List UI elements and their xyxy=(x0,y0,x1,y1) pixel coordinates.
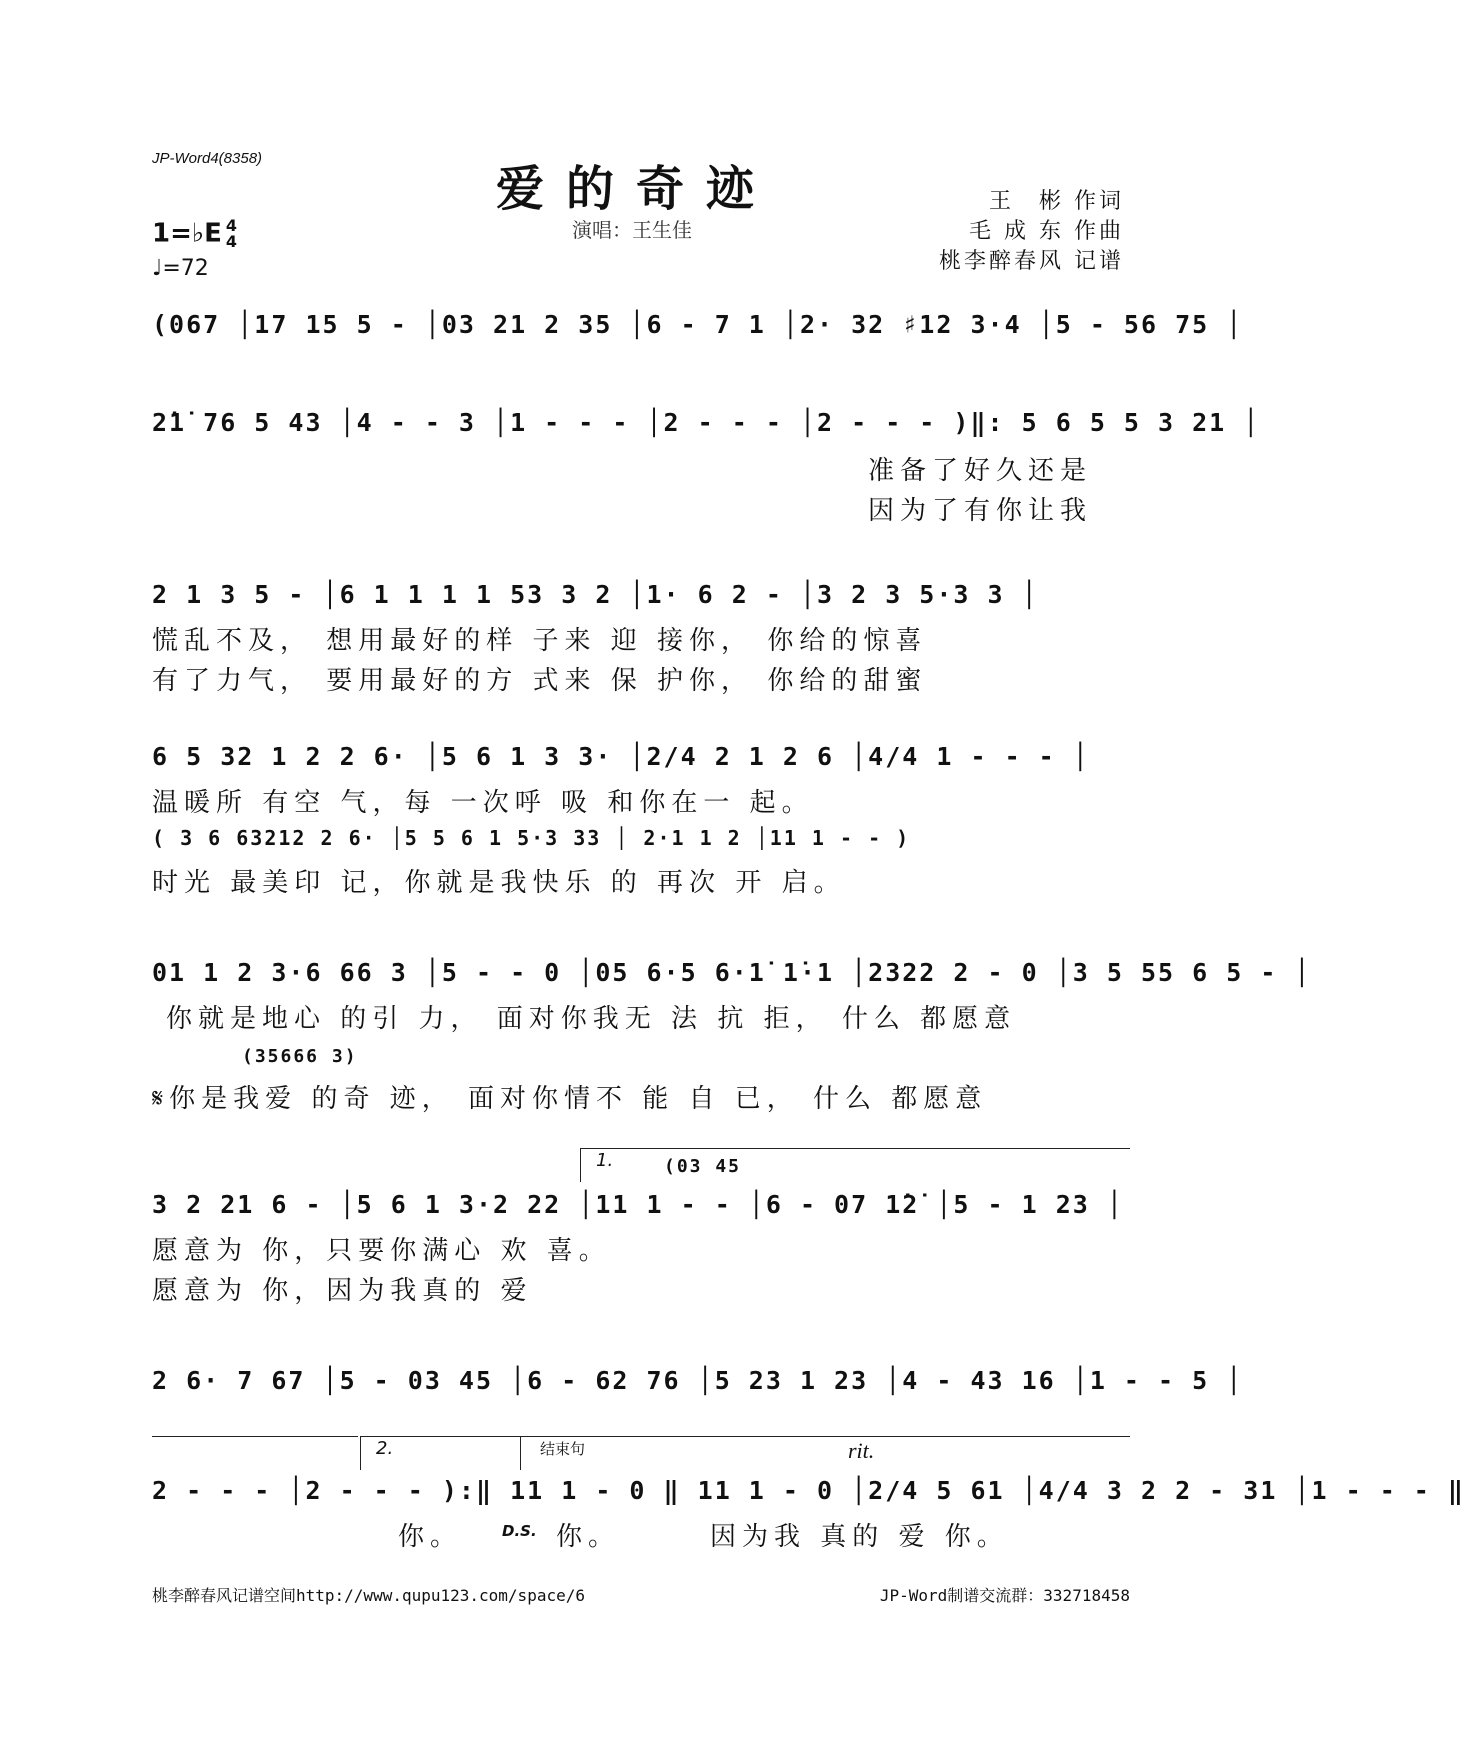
notation-line-1: (067 │17 15 5 - │03 21 2 35 │6 - 7 1 │2· 32 ♯12 3·4 │5 - 56 75 │ xyxy=(152,310,1244,339)
lyric-line-5a: 你就是地心 的引 力， 面对你我无 法 抗 拒， 什么 都愿意 xyxy=(166,1004,1017,1034)
key-signature xyxy=(152,218,237,250)
lyric-line-2a: 准备了好久还是 xyxy=(868,456,1093,486)
footer-right: JP-Word制谱交流群：332718458 xyxy=(879,1586,1130,1605)
notation-line-5: 01 1 2 3·6 66 3 │5 - - 0 │05 6·5 6·1̇ 1̇·1 │2322 2 - 0 │3 5 55 6 5 - │ xyxy=(152,958,1312,987)
lyric-line-8a: 你。 xyxy=(398,1522,463,1552)
notation-line-3: 2 1 3 5 - │6 1 1 1 1 53 3 2 │1· 6 2 - │3 2 3 5·3 3 │ xyxy=(152,580,1039,609)
watermark: JP-Word4(8358) xyxy=(152,150,263,167)
tie-line xyxy=(152,1436,358,1437)
lyricist-credit: 王 彬 作词 xyxy=(989,189,1124,214)
volta-2-hook xyxy=(360,1436,361,1470)
notation-line-7: 2 6· 7 67 │5 - 03 45 │6 - 62 76 │5 23 1 23 │4 - 43 16 │1 - - 5 │ xyxy=(152,1366,1244,1395)
lyric-line-2b: 因为了有你让我 xyxy=(868,496,1093,526)
alt-notation-5: (35666 3) xyxy=(242,1046,358,1067)
volta-2-line xyxy=(360,1436,1130,1437)
lyric-line-4b: 时光 最美印 记，你就是我快乐 的 再次 开 启。 xyxy=(152,868,846,898)
volta-1-hook xyxy=(580,1148,581,1182)
singer-credit: 演唱：王生佳 xyxy=(572,218,692,242)
volta-2-label: 2. xyxy=(376,1438,394,1459)
interlude-bracket: (03 45 xyxy=(664,1156,742,1177)
lyric-line-6b: 愿意为 你，因为我真的 爱 xyxy=(152,1276,533,1306)
lyric-line-4a: 温暖所 有空 气，每 一次呼 吸 和你在一 起。 xyxy=(152,788,814,818)
footer-left: 桃李醉春风记谱空间http://www.qupu123.com/space/6 xyxy=(152,1586,585,1605)
volta-1-label: 1. xyxy=(596,1150,614,1171)
notation-line-8: 2 - - - │2 - - - ):‖ 11 1 - 0 ‖ 11 1 - 0 │2/4 5 61 │4/4 3 2 2 - 31 │1 - - - ‖ xyxy=(152,1476,1465,1505)
notation-line-2: 2̇1̇ 76 5 43 │4 - - 3 │1 - - - │2 - - - │2 - - - )‖: 5 6 5 5 3 21 │ xyxy=(152,408,1261,437)
volta-1-line xyxy=(580,1148,1130,1149)
lyric-line-5b: 𝄋你是我爱 的奇 迹， 面对你情不 能 自 已， 什么 都愿意 xyxy=(152,1084,988,1114)
lyric-line-6a: 愿意为 你，只要你满心 欢 喜。 xyxy=(152,1236,611,1266)
transcriber-credit: 桃李醉春风 记谱 xyxy=(939,249,1124,274)
ritardando-marking: rit. xyxy=(848,1438,875,1463)
lyric-line-3b: 有了力气， 要用最好的方 式来 保 护你， 你给的甜蜜 xyxy=(152,666,928,696)
song-title: 爱的奇迹 xyxy=(495,161,776,217)
notation-line-4-alt: ( 3 6 63212 2 6· │5 5 6 1 5·3 33 │ 2·1 1 2 │11 1 - - ) xyxy=(152,826,911,850)
time-signature: 4 4 xyxy=(225,216,238,251)
lyric-line-8b: 你。 xyxy=(556,1522,621,1552)
lyric-line-8c: 因为我 真的 爱 你。 xyxy=(710,1522,1009,1552)
ending-label: 结束句 xyxy=(540,1440,586,1458)
notation-line-6: 3 2 21 6 - │5 6 1 3·2 22 │11 1 - - │6 - 07 1̇2̇ │5 - 1 23 │ xyxy=(152,1190,1124,1219)
tempo-marking: ♩=72 xyxy=(152,256,209,281)
ending-hook xyxy=(520,1436,521,1470)
composer-credit: 毛 成 东 作曲 xyxy=(969,219,1124,244)
key-text: 1=♭E xyxy=(152,218,222,249)
dal-segno: D.S. xyxy=(502,1522,537,1540)
lyric-line-3a: 慌乱不及， 想用最好的样 子来 迎 接你， 你给的惊喜 xyxy=(152,626,928,656)
notation-line-4: 6 5 32 1 2 2 6· │5 6 1 3 3· │2/4 2 1 2 6 │4/4 1 - - - │ xyxy=(152,742,1090,771)
